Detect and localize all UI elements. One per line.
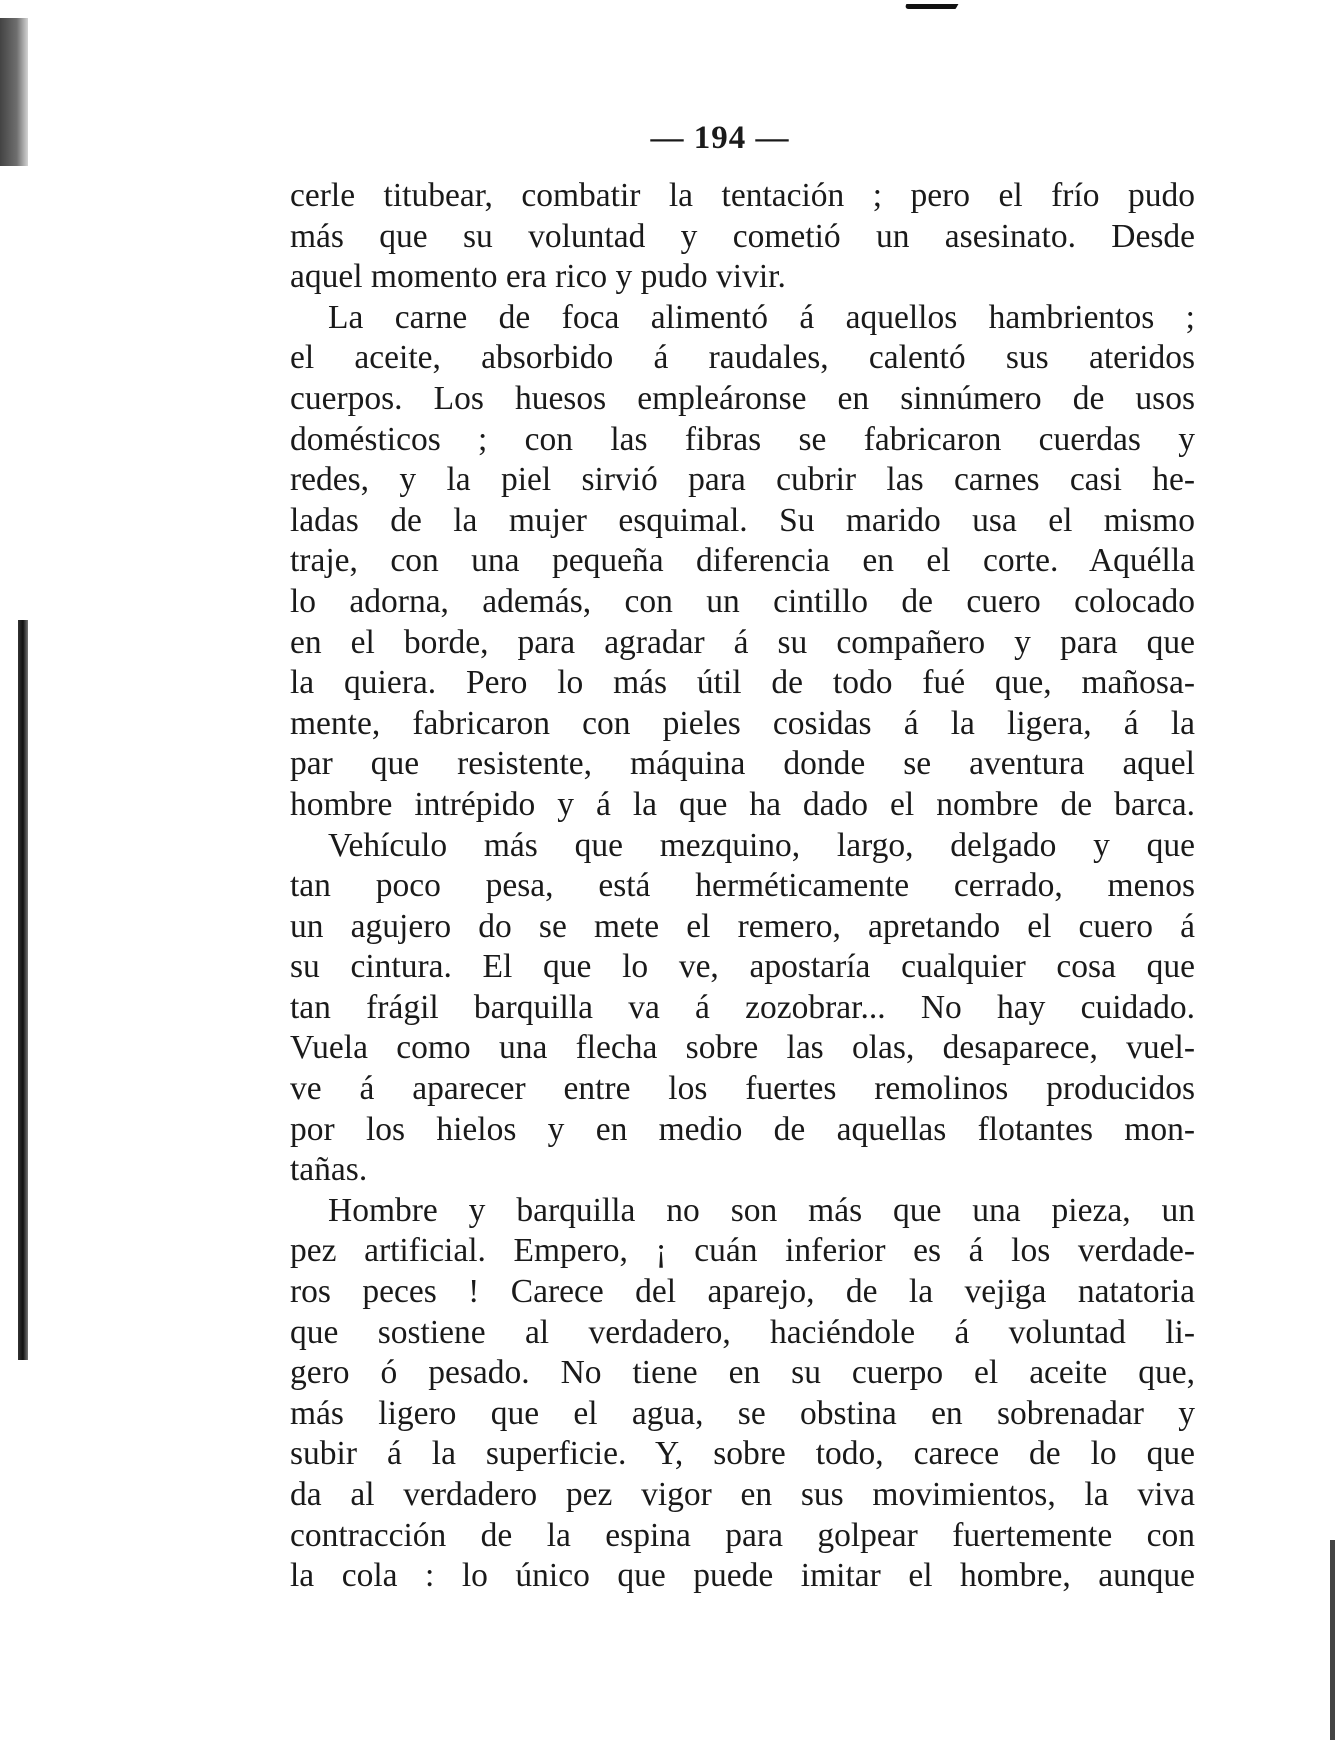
text-line: cuerpos. Los huesos empleáronse en sinnúmero de usos — [290, 379, 1195, 417]
text-line: pez artificial. Empero, ¡ cuán inferior es á los verdade- — [290, 1232, 1195, 1270]
text-line: La carne de foca alimentó á aquellos hambrientos ; — [328, 298, 1195, 336]
text-line: aquel momento era rico y pudo vivir. — [290, 258, 786, 296]
scan-artifact-left-top — [0, 18, 28, 166]
text-line: subir á la superficie. Y, sobre todo, carece de lo que — [290, 1435, 1195, 1473]
text-line: lo adorna, además, con un cintillo de cuero colocado — [290, 582, 1195, 620]
text-line: ladas de la mujer esquimal. Su marido usa el mismo — [290, 501, 1195, 539]
text-line: que sostiene al verdadero, haciéndole á voluntad li- — [290, 1313, 1195, 1351]
scan-artifact-right-bar — [1330, 1540, 1335, 1740]
text-line: más que su voluntad y cometió un asesinato. Desde — [290, 217, 1195, 255]
text-line: cerle titubear, combatir la tentación ; pero el frío pudo — [290, 177, 1195, 214]
text-line: ve á aparecer entre los fuertes remolinos producidos — [290, 1070, 1195, 1108]
text-line: el aceite, absorbido á raudales, calentó sus ateridos — [290, 339, 1195, 377]
text-line: gero ó pesado. No tiene en su cuerpo el aceite que, — [290, 1354, 1195, 1392]
text-line: par que resistente, máquina donde se aventura aquel — [290, 745, 1195, 783]
paragraph-1 — [290, 176, 1195, 298]
body-text — [290, 176, 1195, 1597]
text-line: tan frágil barquilla va á zozobrar... No hay cuidado. — [290, 988, 1195, 1026]
text-line: por los hielos y en medio de aquellas flotantes mon- — [290, 1110, 1195, 1148]
text-line: domésticos ; con las fibras se fabricaron cuerdas y — [290, 420, 1195, 458]
text-line: un agujero do se mete el remero, apretando el cuero á — [290, 907, 1195, 945]
text-line: tan poco pesa, está herméticamente cerrado, menos — [290, 867, 1195, 905]
text-line: redes, y la piel sirvió para cubrir las carnes casi he- — [290, 461, 1195, 499]
text-line: contracción de la espina para golpear fuertemente con — [290, 1516, 1195, 1554]
text-line: ros peces ! Carece del aparejo, de la vejiga natatoria — [290, 1273, 1195, 1311]
text-line: da al verdadero pez vigor en sus movimientos, la viva — [290, 1476, 1195, 1513]
paragraph-2 — [290, 298, 1195, 826]
text-line: Vehículo más que mezquino, largo, delgado y que — [328, 826, 1195, 864]
paragraph-3 — [290, 826, 1195, 1191]
page-number: — 194 — — [650, 120, 790, 156]
scan-artifact-top — [904, 4, 959, 9]
text-line: traje, con una pequeña diferencia en el corte. Aquélla — [290, 542, 1195, 580]
text-line: la quiera. Pero lo más útil de todo fué que, mañosa- — [290, 664, 1195, 702]
text-line: tañas. — [290, 1151, 368, 1189]
text-line: hombre intrépido y á la que ha dado el nombre de barca. — [290, 785, 1195, 823]
text-line: su cintura. El que lo ve, apostaría cualquier cosa que — [290, 948, 1195, 986]
text-line: la cola : lo único que puede imitar el hombre, aunque — [290, 1557, 1195, 1595]
text-line: más ligero que el agua, se obstina en sobrenadar y — [290, 1394, 1195, 1432]
paragraph-4 — [290, 1191, 1195, 1597]
text-line: Hombre y barquilla no son más que una pieza, un — [328, 1191, 1195, 1229]
text-line: en el borde, para agradar á su compañero y para que — [290, 623, 1195, 661]
text-line: mente, fabricaron con pieles cosidas á la ligera, á la — [290, 704, 1195, 742]
scan-artifact-left-bar — [18, 620, 28, 1360]
text-line: Vuela como una flecha sobre las olas, desaparece, vuel- — [290, 1029, 1195, 1067]
